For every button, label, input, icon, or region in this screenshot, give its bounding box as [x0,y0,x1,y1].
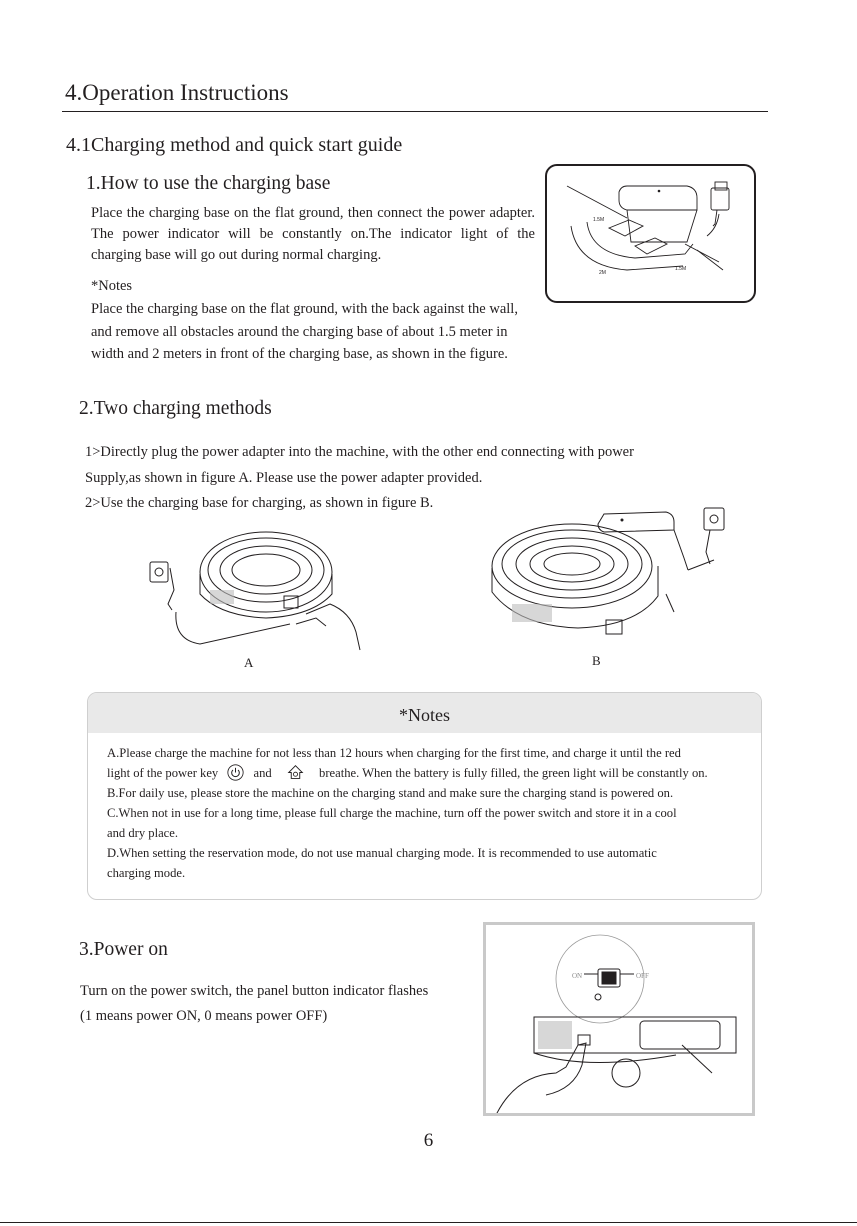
note-d-line1: D.When setting the reservation mode, do not use manual charging mode. It is recommended to use automatic [107,846,657,860]
charging-base-notes-label: *Notes [91,278,133,294]
note-a-line2-prefix: light of the power key [107,766,219,780]
two-methods-line3: 2>Use the charging base for charging, as shown in figure B. [85,495,434,511]
two-methods-line2: Supply,as shown in figure A. Please use the power adapter provided. [85,470,483,486]
power-on-heading: 3.Power on [79,939,168,960]
charging-base-paragraph: Place the charging base on the flat ground, then connect the power adapter. The power indicator will be constantly on.The indicator light of the charging base will go out during normal charging. [91,205,535,263]
notes-box [87,692,762,900]
figure-b-vent-icon [512,604,552,622]
charging-base-heading: 1.How to use the charging base [86,173,331,194]
figure-label-right-width: 1.5M [675,266,687,272]
figure-a-label: A [244,655,254,670]
note-c-line1: C.When not in use for a long time, please full charge the machine, turn off the power switch and store it in a cool [107,806,677,820]
power-switch-illustration [486,925,752,1113]
charging-base-notes-text: Place the charging base on the flat ground, with the back against the wall, and remove all obstacles around the charging base of about 1.5 meter in width and 2 meters in front of the charging base, as shown in the figure. [91,301,518,362]
switch-off-label: OFF [636,972,649,980]
title-divider [62,111,768,112]
note-a-line2-and: and [253,766,272,780]
note-a-line2 [107,763,761,783]
note-c-line2: and dry place. [107,826,178,840]
power-switch-figure [483,922,755,1116]
note-b: B.For daily use, please store the machine on the charging stand and make sure the charging stand is powered on. [107,786,674,800]
power-on-line1: Turn on the power switch, the panel button indicator flashes [80,983,429,999]
charging-base-illustration [547,166,754,301]
figure-a-vent-icon [210,590,234,604]
two-methods-line1: 1>Directly plug the power adapter into the machine, with the other end connecting with power [85,444,634,460]
section-title: 4.Operation Instructions [65,80,289,105]
subsection-title: 4.1Charging method and quick start guide [66,134,403,156]
power-key-icon [227,764,244,781]
figure-label-left-width: 1.5M [593,217,605,223]
two-methods-heading: 2.Two charging methods [79,398,272,419]
note-a-line1: A.Please charge the machine for not less than 12 hours when charging for the first time, and charge it until the red [107,746,681,760]
page-number: 6 [423,1130,434,1151]
charging-base-clearance-figure [545,164,756,303]
figure-b-base-charging [488,500,738,660]
bottom-divider [0,1222,857,1223]
note-d-line2: charging mode. [107,866,186,880]
power-on-line2: (1 means power ON, 0 means power OFF) [80,1008,328,1024]
figure-a-adapter-charging [140,520,370,660]
figure-b-label: B [592,653,601,668]
note-a-line2-suffix: breathe. When the battery is fully filled, the green light will be constantly on. [319,766,708,780]
home-charge-key-icon [287,764,304,781]
notes-box-title: *Notes [88,693,761,733]
switch-on-label: ON [572,972,583,980]
vent-icon [538,1021,572,1049]
figure-label-front: 2M [599,270,606,276]
